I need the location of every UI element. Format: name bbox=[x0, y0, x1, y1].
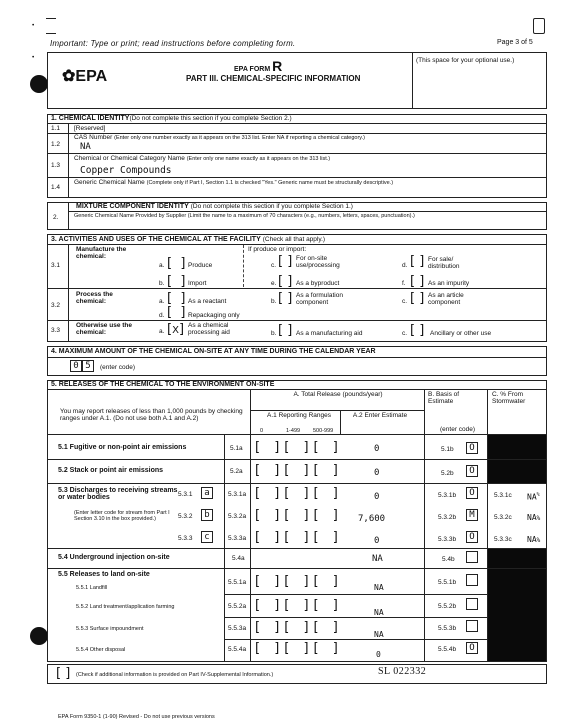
row-5-3-2-estimate[interactable]: 7,600 bbox=[358, 514, 386, 524]
label-formulation: As a formulation component bbox=[296, 292, 343, 306]
section-5-title: 5. RELEASES OF THE CHEMICAL TO THE ENVIRONMENT ON-SITE bbox=[51, 381, 275, 388]
document-stamp: SL 022332 bbox=[378, 666, 427, 677]
form-footer-line: EPA Form 9350-1 (1-90) Revised - Do not use previous versions bbox=[58, 714, 215, 720]
row-5-4-label: 5.4 Underground injection on-site bbox=[58, 554, 170, 561]
letter-c: c. bbox=[271, 262, 277, 269]
corner-mark bbox=[46, 18, 56, 34]
row-5-5-3-basis[interactable] bbox=[466, 620, 478, 632]
row-5-5-1-label: 5.5.1 Landfill bbox=[76, 585, 108, 591]
row-5-5-2-range-boxes[interactable]: [ ][ ][ ] bbox=[255, 598, 343, 613]
row-5-3-1-estimate[interactable]: 0 bbox=[374, 492, 380, 502]
row-1-4-num: 1.4 bbox=[51, 184, 61, 191]
row-3-1-num: 3.1 bbox=[51, 262, 61, 269]
row-5-1-basis[interactable]: O bbox=[466, 442, 478, 454]
row-5-3-3-estimate[interactable]: 0 bbox=[374, 536, 380, 546]
row-5-2-b-code: 5.2b bbox=[441, 470, 454, 477]
letter-a: a. bbox=[159, 262, 165, 269]
row-5-5-2-b-code: 5.5.2b bbox=[438, 603, 457, 610]
col-c-header: C. % From Stormwater bbox=[492, 391, 526, 405]
checkbox-repackaging[interactable]: [ ] bbox=[167, 305, 186, 320]
row-5-2-basis[interactable]: O bbox=[466, 465, 478, 477]
letter-d: d. bbox=[159, 312, 165, 319]
label-byproduct: As a byproduct bbox=[296, 280, 340, 287]
row-5-5-3-range-boxes[interactable]: [ ][ ][ ] bbox=[255, 620, 343, 635]
checkbox-produce[interactable]: [ ] bbox=[167, 256, 186, 271]
additional-info-label: (Check if additional information is provided on Part IV-Supplemental Information.) bbox=[76, 672, 274, 678]
letter-c: c. bbox=[402, 298, 408, 305]
corner-mark: • bbox=[32, 54, 35, 61]
instruction-text: Important: Type or print; read instructions before completing form. bbox=[50, 39, 296, 48]
row-5-5-3-b-code: 5.5.3b bbox=[438, 625, 457, 632]
max-amount-code-1[interactable]: 0 bbox=[70, 360, 82, 372]
additional-info-checkbox[interactable]: [ ] bbox=[56, 666, 71, 681]
range-1-499: 1-499 bbox=[286, 428, 301, 434]
letter-b: b. bbox=[159, 280, 165, 287]
row-5-3-3-c-code: 5.3.3c bbox=[494, 536, 512, 543]
row-1-2-label: CAS Number (Enter only one number exactly as it appears on the 313 list. Enter NA if reporting a chemical category.) bbox=[74, 134, 365, 141]
section-2-text: Generic Chemical Name Provided by Supplier (Limit the name to a maximum of 70 characters (e.g., numbers, letters, spaces, punctuation).) bbox=[74, 213, 415, 219]
row-5-3-1-c-code: 5.3.1c bbox=[494, 492, 512, 499]
row-5-5-2-label: 5.5.2 Land treatment/application farming bbox=[76, 604, 175, 610]
punch-hole bbox=[30, 627, 48, 645]
cas-number-value[interactable]: NA bbox=[80, 142, 91, 152]
label-manufacturing-aid: As a manufacturing aid bbox=[296, 330, 363, 337]
checkbox-impurity[interactable]: [ ] bbox=[410, 274, 425, 289]
row-5-3-2-code: 5.3.2a bbox=[228, 513, 247, 520]
letter-a: a. bbox=[159, 298, 165, 305]
row-5-5-3-code: 5.5.3a bbox=[228, 625, 247, 632]
part-title: PART III. CHEMICAL-SPECIFIC INFORMATION bbox=[186, 74, 361, 83]
label-impurity: As an impurity bbox=[428, 280, 470, 287]
section-3-title: 3. ACTIVITIES AND USES OF THE CHEMICAL AT THE FACILITY (Check all that apply.) bbox=[51, 236, 326, 243]
enter-code-note: (enter code) bbox=[100, 364, 136, 371]
row-3-2-label: Process the chemical: bbox=[76, 291, 113, 305]
checkbox-byproduct[interactable]: [ ] bbox=[278, 274, 293, 289]
row-1-2-num: 1.2 bbox=[51, 141, 61, 148]
row-5-3-1-basis[interactable]: O bbox=[466, 487, 478, 499]
a1-header: A.1 Reporting Ranges bbox=[267, 412, 331, 419]
letter-e: e. bbox=[271, 280, 277, 287]
label-onsite-use: For on-site use/processing bbox=[296, 255, 340, 269]
row-5-4-basis[interactable] bbox=[466, 551, 478, 563]
punch-hole bbox=[30, 75, 48, 93]
row-5-3-1-b-code: 5.3.1b bbox=[438, 492, 457, 499]
row-5-3-1-stream-box[interactable]: a bbox=[201, 487, 213, 499]
row-5-5-label: 5.5 Releases to land on-site bbox=[58, 571, 150, 578]
row-5-5-1-b-code: 5.5.1b bbox=[438, 579, 457, 586]
row-5-3-2-stream-box[interactable]: b bbox=[201, 509, 213, 521]
label-repackaging: Repackaging only bbox=[188, 312, 240, 319]
row-5-5-4-basis[interactable]: O bbox=[466, 642, 478, 654]
corner-mark bbox=[533, 18, 545, 34]
row-5-4-code: 5.4a bbox=[232, 555, 245, 562]
row-3-3-label: Otherwise use the chemical: bbox=[76, 322, 132, 336]
label-ancillary: Ancillary or other use bbox=[430, 330, 492, 337]
row-5-3-2-range-boxes[interactable]: [ ][ ][ ] bbox=[255, 508, 343, 523]
row-5-5-1-basis[interactable] bbox=[466, 574, 478, 586]
row-1-3-num: 1.3 bbox=[51, 162, 61, 169]
row-5-3-1-stormwater[interactable]: NA% bbox=[527, 492, 540, 502]
row-5-3-3-stream-box[interactable]: c bbox=[201, 531, 213, 543]
row-1-3-label: Chemical or Chemical Category Name (Enter only one name exactly as it appears on the 313 list.) bbox=[74, 155, 331, 162]
row-1-1-text: [Reserved] bbox=[74, 125, 106, 132]
section-4-title: 4. MAXIMUM AMOUNT OF THE CHEMICAL ON-SITE AT ANY TIME DURING THE CALENDAR YEAR bbox=[51, 348, 376, 355]
row-5-5-1-code: 5.5.1a bbox=[228, 579, 247, 586]
section-1-title: 1. CHEMICAL IDENTITY(Do not complete this section if you complete Section 2.) bbox=[51, 115, 292, 122]
row-5-3-1-range-boxes[interactable]: [ ][ ][ ] bbox=[255, 486, 343, 501]
row-5-3-label: 5.3 Discharges to receiving streams or water bodies bbox=[58, 487, 178, 501]
row-5-1-label: 5.1 Fugitive or non-point air emissions bbox=[58, 444, 187, 451]
row-5-5-4-estimate[interactable]: 0 bbox=[376, 650, 381, 659]
row-5-1-estimate[interactable]: 0 bbox=[374, 444, 380, 454]
row-1-4-label: Generic Chemical Name (Complete only if Part I, Section 1.1 is checked "Yes." Generic name must be structurally descriptive.) bbox=[74, 179, 394, 186]
corner-mark: • bbox=[32, 22, 35, 29]
stormwater-blacked-out bbox=[488, 548, 546, 661]
checkbox-article[interactable]: [ ] bbox=[410, 291, 425, 306]
section-2-num: 2. bbox=[53, 214, 59, 221]
col-b-header: B. Basis of Estimate bbox=[428, 391, 460, 405]
row-5-2-range-boxes[interactable]: [ ][ ][ ] bbox=[255, 463, 343, 478]
row-5-3-3-code: 5.3.3a bbox=[228, 535, 247, 542]
form-title: EPA FORM R bbox=[234, 58, 283, 74]
row-5-3-3-stormwater[interactable]: NA% bbox=[527, 535, 541, 544]
row-5-3-3-basis[interactable]: O bbox=[466, 531, 478, 543]
row-3-3-num: 3.3 bbox=[51, 327, 61, 334]
letter-d: d. bbox=[402, 262, 408, 269]
row-5-3-3-b-code: 5.3.3b bbox=[438, 536, 457, 543]
section-5-intro: You may report releases of less than 1,000 pounds by checking ranges under A.1. (Do not use both A.1 and A.2) bbox=[60, 408, 243, 422]
label-processing-aid: As a chemical processing aid bbox=[188, 322, 230, 336]
range-500-999: 500-999 bbox=[313, 428, 334, 434]
row-5-3-1-code: 5.3.1a bbox=[228, 491, 247, 498]
checkbox-sale[interactable]: [ ] bbox=[410, 254, 425, 269]
checkbox-manufacturing-aid[interactable]: [ ] bbox=[278, 323, 293, 338]
row-5-5-4-b-code: 5.5.4b bbox=[438, 646, 457, 653]
row-5-3-2-basis[interactable]: M bbox=[466, 509, 478, 521]
row-5-3-2-b-code: 5.3.2b bbox=[438, 514, 457, 521]
row-5-2-label: 5.2 Stack or point air emissions bbox=[58, 467, 164, 474]
row-5-5-3-estimate[interactable]: NA bbox=[374, 630, 384, 639]
range-0: 0 bbox=[260, 428, 264, 434]
letter-c: c. bbox=[402, 330, 408, 337]
letter-f: f. bbox=[402, 280, 406, 287]
label-import: Import bbox=[188, 280, 207, 287]
row-5-1-code: 5.1a bbox=[230, 445, 243, 452]
row-5-4-b-code: 5.4b bbox=[442, 556, 455, 563]
row-5-2-estimate[interactable]: 0 bbox=[374, 468, 380, 478]
row-5-5-4-range-boxes[interactable]: [ ][ ][ ] bbox=[255, 641, 343, 656]
checkbox-processing-aid[interactable]: [X] bbox=[167, 322, 185, 337]
optional-space: (This space for your optional use.) bbox=[416, 57, 515, 64]
a2-header: A.2 Enter Estimate bbox=[352, 412, 408, 419]
epa-logo: ✿EPA bbox=[62, 68, 108, 85]
row-3-2-num: 3.2 bbox=[51, 302, 61, 309]
letter-a: a. bbox=[159, 328, 165, 335]
row-5-4-estimate[interactable]: NA bbox=[372, 554, 383, 564]
label-produce: Produce bbox=[188, 262, 213, 269]
row-3-1-label: Manufacture the chemical: bbox=[76, 246, 127, 260]
row-5-5-2-basis[interactable] bbox=[466, 598, 478, 610]
row-5-5-2-code: 5.5.2a bbox=[228, 603, 247, 610]
row-5-3-2-c-code: 5.3.2c bbox=[494, 514, 512, 521]
checkbox-ancillary[interactable]: [ ] bbox=[410, 323, 425, 338]
label-reactant: As a reactant bbox=[188, 298, 227, 305]
row-5-2-code: 5.2a bbox=[230, 468, 243, 475]
row-5-3-1-num: 5.3.1 bbox=[178, 491, 193, 498]
page-number: Page 3 of 5 bbox=[497, 39, 533, 46]
import-heading: If produce or import: bbox=[248, 246, 307, 253]
row-5-5-1-estimate[interactable]: NA bbox=[374, 583, 384, 592]
chemical-name-value[interactable]: Copper Compounds bbox=[80, 165, 172, 176]
letter-b: b. bbox=[271, 330, 277, 337]
checkbox-reactant[interactable]: [ ] bbox=[167, 291, 186, 306]
row-5-5-4-label: 5.5.4 Other disposal bbox=[76, 647, 126, 653]
row-5-5-1-range-boxes[interactable]: [ ][ ][ ] bbox=[255, 574, 343, 589]
row-5-5-2-estimate[interactable]: NA bbox=[374, 608, 384, 617]
row-5-5-3-label: 5.5.3 Surface impoundment bbox=[76, 626, 144, 632]
row-5-3-2-num: 5.3.2 bbox=[178, 513, 193, 520]
letter-b: b. bbox=[271, 298, 277, 305]
row-5-1-b-code: 5.1b bbox=[441, 446, 454, 453]
epa-logo-icon: ✿ bbox=[62, 68, 76, 85]
row-5-1-range-boxes[interactable]: [ ][ ][ ] bbox=[255, 440, 343, 455]
row-5-5-4-code: 5.5.4a bbox=[228, 646, 247, 653]
section-2-title: MIXTURE COMPONENT IDENTITY (Do not complete this section if you complete Section 1.) bbox=[76, 203, 353, 210]
row-5-3-2-stormwater[interactable]: NA% bbox=[527, 513, 541, 522]
max-amount-code-2[interactable]: 5 bbox=[82, 360, 94, 372]
label-article: As an article component bbox=[428, 292, 464, 306]
checkbox-onsite-use[interactable]: [ ] bbox=[278, 254, 293, 269]
row-1-1-num: 1.1 bbox=[51, 125, 61, 132]
enter-code-header: (enter code) bbox=[440, 426, 476, 433]
row-5-3-3-range-boxes[interactable]: [ ][ ][ ] bbox=[255, 530, 343, 545]
col-a-header: A. Total Release (pounds/year) bbox=[293, 391, 383, 398]
checkbox-import[interactable]: [ ] bbox=[167, 274, 186, 289]
row-5-3-3-num: 5.3.3 bbox=[178, 535, 193, 542]
checkbox-formulation[interactable]: [ ] bbox=[278, 291, 293, 306]
row-5-3-note: (Enter letter code for stream from Part I Section 3.10 in the box provided.) bbox=[74, 510, 170, 522]
label-sale: For sale/ distribution bbox=[428, 256, 460, 270]
